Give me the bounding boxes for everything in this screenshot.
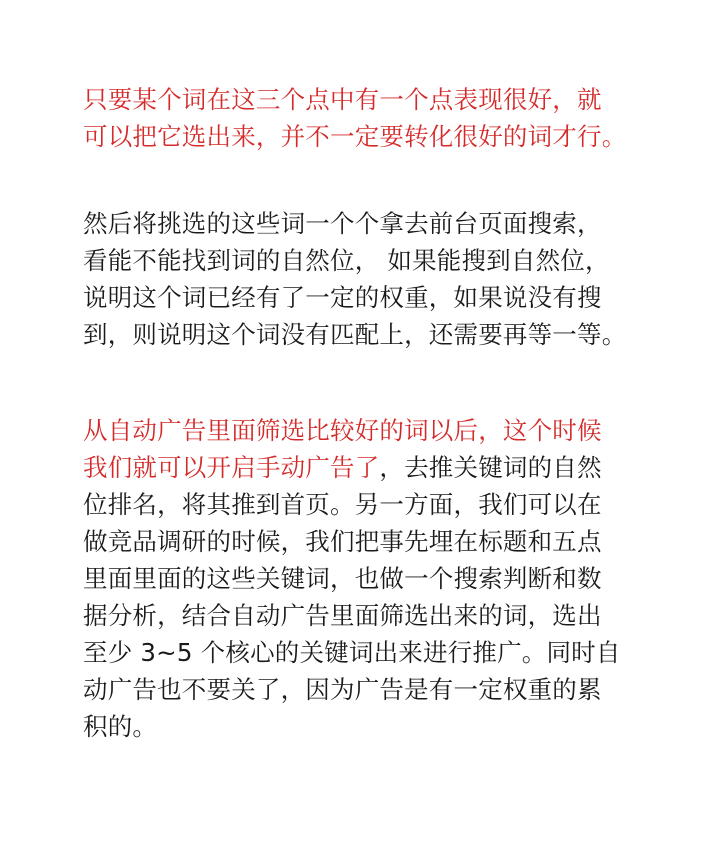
body-text: 然后将挑选的这些词一个个拿去前台页面搜索，: [83, 209, 602, 238]
paragraph-1: [83, 81, 626, 155]
body-text: 积的。: [83, 712, 158, 741]
text-line: [83, 279, 626, 316]
highlighted-text: 我们就可以开启手动广告了: [83, 453, 380, 482]
text-line: [83, 81, 626, 118]
body-text: 到，则说明这个词没有匹配上，还需要再等一等。: [83, 320, 627, 349]
body-text: 据分析，结合自动广告里面筛选出来的词，选出: [83, 601, 602, 630]
body-text: 做竞品调研的时候，我们把事先埋在标题和五点: [83, 527, 602, 556]
paragraph-3: [83, 412, 621, 745]
text-line: [83, 205, 626, 242]
text-line: [83, 486, 621, 523]
text-line: [83, 449, 621, 486]
body-text: 说明这个词已经有了一定的权重，如果说没有搜: [83, 283, 602, 312]
text-line: [83, 242, 626, 279]
body-text: 动广告也不要关了，因为广告是有一定权重的累: [83, 675, 602, 704]
body-text: 至少 3~5 个核心的关键词出来进行推广。同时自: [83, 638, 621, 667]
text-line: [83, 597, 621, 634]
text-line: [83, 560, 621, 597]
paragraph-2: [83, 205, 626, 353]
text-line: [83, 523, 621, 560]
highlighted-text: 可以把它选出来，并不一定要转化很好的词才行。: [83, 122, 627, 151]
body-text: 里面里面的这些关键词，也做一个搜索判断和数: [83, 564, 602, 593]
text-line: [83, 412, 621, 449]
text-line: [83, 708, 621, 745]
body-text: 看能不能找到词的自然位， 如果能搜到自然位，: [83, 246, 610, 275]
highlighted-text: 只要某个词在这三个点中有一个点表现很好，就: [83, 85, 602, 114]
highlighted-text: 从自动广告里面筛选比较好的词以后，这个时候: [83, 416, 602, 445]
body-text: ，去推关键词的自然: [379, 453, 602, 482]
text-line: [83, 671, 621, 708]
text-line: [83, 118, 626, 155]
text-line: [83, 634, 621, 671]
text-line: [83, 316, 626, 353]
body-text: 位排名，将其推到首页。另一方面，我们可以在: [83, 490, 602, 519]
